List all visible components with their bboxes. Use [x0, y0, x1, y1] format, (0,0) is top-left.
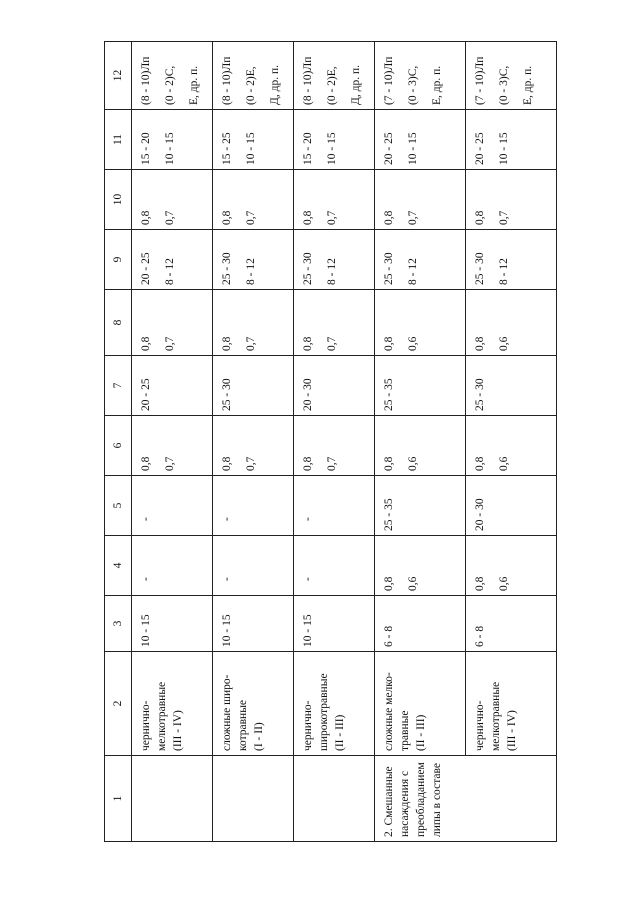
- cell-col5: -: [213, 476, 294, 536]
- cell-col7: 20 - 25: [132, 356, 213, 416]
- cell-stand-type: [132, 756, 213, 842]
- col-header-8: 8: [105, 290, 132, 356]
- col-header-9: 9: [105, 230, 132, 290]
- cell-col8: 0,8 0,6: [466, 290, 557, 356]
- cell-col4: 0,8 0,6: [375, 536, 466, 596]
- table-row: [132, 42, 213, 842]
- col-header-4: 4: [105, 536, 132, 596]
- cell-composition: (8 - 10)Лп (0 - 2)Е, Д, др. п.: [294, 42, 375, 110]
- cell-col5: -: [132, 476, 213, 536]
- cell-composition: (7 - 10)Лп (0 - 3)С, Е, др. п.: [466, 42, 557, 110]
- cell-col11: 15 - 25 10 - 15: [213, 110, 294, 170]
- cell-col10: 0,8 0,7: [213, 170, 294, 230]
- cell-stand-type: [294, 756, 375, 842]
- cell-col6: 0,8 0,7: [294, 416, 375, 476]
- cell-composition: (8 - 10)Лп (0 - 2)Е, Д, др. п.: [213, 42, 294, 110]
- cell-col3: 10 - 15: [213, 596, 294, 652]
- cell-col3: 10 - 15: [294, 596, 375, 652]
- col-header-1: 1: [105, 756, 132, 842]
- cell-col11: 20 - 25 10 - 15: [466, 110, 557, 170]
- table-row: [466, 42, 557, 842]
- col-header-12: 12: [105, 42, 132, 110]
- cell-col4: 0,8 0,6: [466, 536, 557, 596]
- cell-col7: 25 - 30: [466, 356, 557, 416]
- cell-col11: 15 - 20 10 - 15: [294, 110, 375, 170]
- cell-col8: 0,8 0,6: [375, 290, 466, 356]
- forest-stand-table: [104, 41, 557, 842]
- cell-col5: -: [294, 476, 375, 536]
- table-row: [213, 42, 294, 842]
- cell-col9: 25 - 30 8 - 12: [213, 230, 294, 290]
- header-row: [105, 42, 132, 842]
- cell-col4: -: [132, 536, 213, 596]
- cell-col3: 6 - 8: [375, 596, 466, 652]
- cell-col8: 0,8 0,7: [294, 290, 375, 356]
- col-header-6: 6: [105, 416, 132, 476]
- cell-col10: 0,8 0,7: [375, 170, 466, 230]
- cell-col11: 20 - 25 10 - 15: [375, 110, 466, 170]
- cell-col7: 20 - 30: [294, 356, 375, 416]
- col-header-11: 11: [105, 110, 132, 170]
- cell-col6: 0,8 0,7: [213, 416, 294, 476]
- cell-col4: -: [294, 536, 375, 596]
- cell-forest-type: чернично- мелкотравные (III - IV): [132, 652, 213, 756]
- col-header-10: 10: [105, 170, 132, 230]
- rotated-table-frame: [104, 42, 534, 842]
- table-row: [294, 42, 375, 842]
- cell-composition: (7 - 10)Лп (0 - 3)С, Е, др. п.: [375, 42, 466, 110]
- table-row: [375, 42, 466, 842]
- cell-forest-type: чернично- мелкотравные (III - IV): [466, 652, 557, 756]
- cell-col6: 0,8 0,6: [466, 416, 557, 476]
- cell-forest-type: чернично- широкотравные (II - III): [294, 652, 375, 756]
- cell-col7: 25 - 35: [375, 356, 466, 416]
- cell-col9: 25 - 30 8 - 12: [294, 230, 375, 290]
- cell-stand-type: 2. Смешанные насаждения с преобладанием липы в составе: [375, 756, 557, 842]
- cell-stand-type: [213, 756, 294, 842]
- cell-col3: 6 - 8: [466, 596, 557, 652]
- col-header-3: 3: [105, 596, 132, 652]
- cell-col8: 0,8 0,7: [132, 290, 213, 356]
- col-header-2: 2: [105, 652, 132, 756]
- rotated-table: [104, 42, 534, 842]
- cell-col10: 0,8 0,7: [466, 170, 557, 230]
- cell-col9: 20 - 25 8 - 12: [132, 230, 213, 290]
- cell-col10: 0,8 0,7: [132, 170, 213, 230]
- cell-col3: 10 - 15: [132, 596, 213, 652]
- cell-col10: 0,8 0,7: [294, 170, 375, 230]
- cell-col9: 25 - 30 8 - 12: [375, 230, 466, 290]
- col-header-7: 7: [105, 356, 132, 416]
- cell-forest-type: сложные мелко- травные (II - III): [375, 652, 466, 756]
- cell-col4: -: [213, 536, 294, 596]
- cell-col5: 25 - 35: [375, 476, 466, 536]
- cell-col11: 15 - 20 10 - 15: [132, 110, 213, 170]
- cell-col9: 25 - 30 8 - 12: [466, 230, 557, 290]
- cell-col8: 0,8 0,7: [213, 290, 294, 356]
- col-header-5: 5: [105, 476, 132, 536]
- cell-col6: 0,8 0,7: [132, 416, 213, 476]
- cell-col5: 20 - 30: [466, 476, 557, 536]
- cell-col6: 0,8 0,6: [375, 416, 466, 476]
- cell-forest-type: сложные широ- котравные (I - II): [213, 652, 294, 756]
- cell-composition: (8 - 10)Лп (0 - 2)С, Е, др. п.: [132, 42, 213, 110]
- cell-col7: 25 - 30: [213, 356, 294, 416]
